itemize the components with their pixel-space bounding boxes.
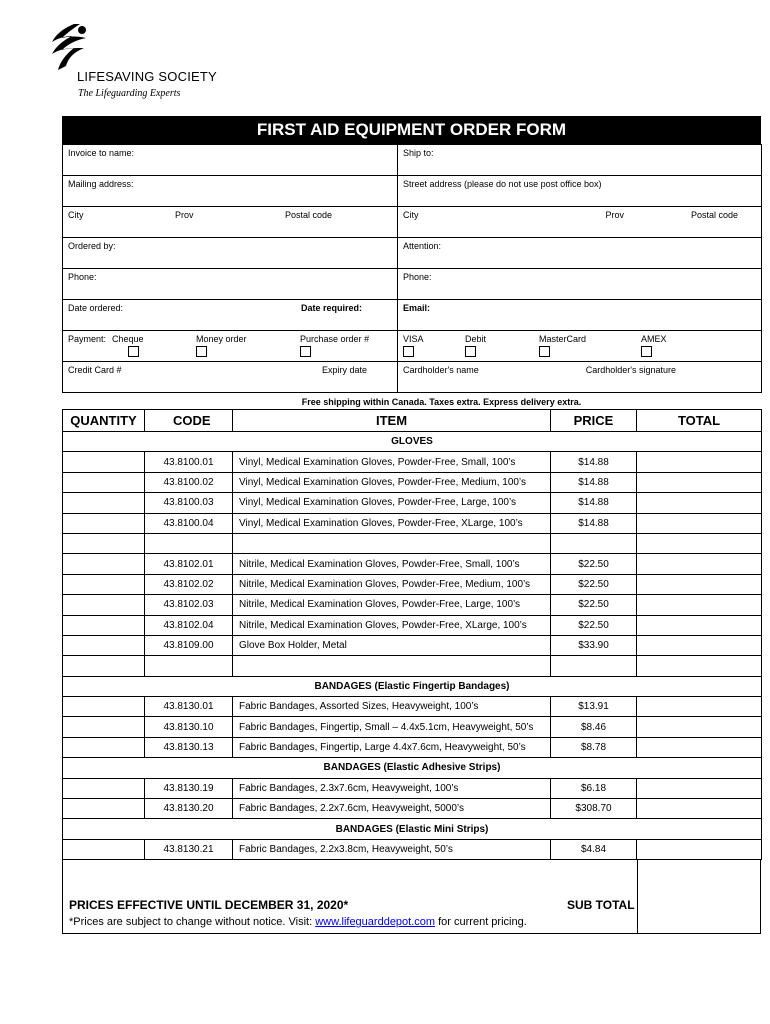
total-cell[interactable]: [637, 493, 762, 513]
item-cell: Nitrile, Medical Examination Gloves, Powder-Free, Medium, 100’s: [233, 574, 551, 594]
price-cell: $33.90: [551, 635, 637, 655]
blank-cell: [637, 533, 762, 553]
invoice-name-field[interactable]: [63, 145, 398, 176]
disclaimer-suffix: for current pricing.: [435, 916, 527, 929]
date-ordered-label: Date ordered:: [68, 303, 124, 313]
lifesaving-logo: [44, 22, 244, 107]
items-body: [63, 432, 762, 860]
purchase-order-option[interactable]: [300, 334, 369, 357]
section-heading: GLOVES: [63, 432, 762, 452]
lifeguard-depot-link[interactable]: www.lifeguarddepot.com: [315, 916, 436, 929]
visa-checkbox[interactable]: [403, 346, 414, 357]
expiry-date-label: Expiry date: [321, 365, 367, 375]
quantity-cell[interactable]: [63, 717, 145, 737]
date-field[interactable]: [63, 300, 398, 331]
quantity-cell[interactable]: [63, 472, 145, 492]
shipping-phone-field[interactable]: [398, 269, 762, 300]
disclaimer-text: *Prices are subject to change without notice. Visit:: [69, 916, 316, 929]
ship-to-field[interactable]: [398, 145, 762, 176]
billing-city-field[interactable]: [63, 207, 398, 238]
attention-field[interactable]: [398, 238, 762, 269]
blank-cell: [551, 533, 637, 553]
form-title: FIRST AID EQUIPMENT ORDER FORM: [62, 116, 761, 144]
payment-label: Payment:: [68, 334, 107, 344]
visa-label: VISA: [403, 334, 424, 344]
total-cell[interactable]: [637, 615, 762, 635]
blank-cell: [637, 656, 762, 676]
section-row: [63, 432, 762, 452]
item-header: ITEM: [233, 410, 551, 432]
table-row: [63, 452, 762, 472]
price-cell: $22.50: [551, 595, 637, 615]
price-cell: $13.91: [551, 697, 637, 717]
blank-row: [63, 656, 762, 676]
subtotal-label: SUB TOTAL: [567, 898, 635, 913]
total-cell[interactable]: [637, 513, 762, 533]
item-cell: Fabric Bandages, 2.3x7.6cm, Heavyweight, 100’s: [233, 778, 551, 798]
table-row: [63, 839, 762, 859]
item-cell: Vinyl, Medical Examination Gloves, Powder-Free, XLarge, 100’s: [233, 513, 551, 533]
quantity-cell[interactable]: [63, 554, 145, 574]
purchase-order-label: Purchase order #: [300, 334, 370, 344]
email-label: Email:: [403, 303, 431, 313]
item-cell: Nitrile, Medical Examination Gloves, Powder-Free, Small, 100’s: [233, 554, 551, 574]
table-row: [63, 574, 762, 594]
customer-info-table: [62, 144, 762, 393]
postal-code-label: Postal code: [690, 210, 738, 220]
price-header: PRICE: [551, 410, 637, 432]
prov-label: Prov: [605, 210, 624, 220]
price-cell: $4.84: [551, 839, 637, 859]
price-cell: $14.88: [551, 493, 637, 513]
price-cell: $14.88: [551, 472, 637, 492]
amex-option[interactable]: [641, 334, 667, 357]
item-cell: Vinyl, Medical Examination Gloves, Powder-Free, Medium, 100’s: [233, 472, 551, 492]
price-cell: $6.18: [551, 778, 637, 798]
price-cell: $8.78: [551, 737, 637, 757]
quantity-cell[interactable]: [63, 635, 145, 655]
total-cell[interactable]: [637, 595, 762, 615]
total-cell[interactable]: [637, 472, 762, 492]
prov-label: Prov: [174, 210, 194, 220]
visa-option[interactable]: [403, 334, 465, 357]
item-cell: Glove Box Holder, Metal: [233, 635, 551, 655]
table-row: [63, 697, 762, 717]
blank-cell: [233, 656, 551, 676]
table-row: [63, 717, 762, 737]
price-cell: $22.50: [551, 615, 637, 635]
debit-label: Debit: [465, 334, 487, 344]
money-order-label: Money order: [196, 334, 247, 344]
purchase-order-checkbox[interactable]: [300, 346, 311, 357]
payment-field: [63, 331, 398, 362]
mailing-address-field[interactable]: [63, 176, 398, 207]
code-cell: 43.8100.03: [145, 493, 233, 513]
section-row: [63, 819, 762, 839]
phone-label: Phone:: [68, 272, 97, 282]
price-disclaimer: [69, 916, 527, 928]
table-row: [63, 554, 762, 574]
ship-to-label: Ship to:: [403, 148, 434, 158]
quantity-cell[interactable]: [63, 697, 145, 717]
total-cell[interactable]: [637, 452, 762, 472]
blank-cell: [63, 533, 145, 553]
code-cell: 43.8100.04: [145, 513, 233, 533]
quantity-cell[interactable]: [63, 799, 145, 819]
postal-code-label: Postal code: [284, 210, 332, 220]
shipping-city-field[interactable]: [398, 207, 762, 238]
total-cell[interactable]: [637, 717, 762, 737]
total-cell[interactable]: [637, 737, 762, 757]
order-form: [62, 116, 761, 934]
code-cell: 43.8130.20: [145, 799, 233, 819]
table-row: [63, 493, 762, 513]
blank-cell: [63, 656, 145, 676]
total-cell[interactable]: [637, 839, 762, 859]
shipping-note: Free shipping within Canada. Taxes extra. Express delivery extra.: [301, 397, 582, 407]
credit-card-field[interactable]: [63, 362, 398, 393]
quantity-cell[interactable]: [63, 493, 145, 513]
date-required-label: Date required:: [300, 303, 362, 313]
price-cell: $14.88: [551, 513, 637, 533]
code-cell: 43.8102.04: [145, 615, 233, 635]
cardholder-name-label: Cardholder's name: [403, 365, 479, 375]
table-row: [63, 799, 762, 819]
code-header: CODE: [145, 410, 233, 432]
money-order-checkbox[interactable]: [196, 346, 207, 357]
item-cell: Fabric Bandages, 2.2x3.8cm, Heavyweight, 50’s: [233, 839, 551, 859]
total-cell[interactable]: [637, 635, 762, 655]
total-header: TOTAL: [637, 410, 762, 432]
section-heading: BANDAGES (Elastic Mini Strips): [63, 819, 762, 839]
code-cell: 43.8130.10: [145, 717, 233, 737]
card-type-field: [398, 331, 762, 362]
email-field[interactable]: [398, 300, 762, 331]
price-cell: $308.70: [551, 799, 637, 819]
ordered-by-label: Ordered by:: [68, 241, 116, 251]
section-heading: BANDAGES (Elastic Adhesive Strips): [63, 758, 762, 778]
item-cell: Nitrile, Medical Examination Gloves, Powder-Free, XLarge, 100’s: [233, 615, 551, 635]
blank-cell: [145, 533, 233, 553]
quantity-cell[interactable]: [63, 778, 145, 798]
item-cell: Vinyl, Medical Examination Gloves, Powder-Free, Large, 100’s: [233, 493, 551, 513]
price-cell: $22.50: [551, 554, 637, 574]
cheque-option[interactable]: [112, 334, 196, 357]
prices-effective: PRICES EFFECTIVE UNTIL DECEMBER 31, 2020*: [69, 898, 349, 913]
phone-label: Phone:: [403, 272, 432, 282]
code-cell: 43.8130.01: [145, 697, 233, 717]
code-cell: 43.8102.02: [145, 574, 233, 594]
order-footer: [62, 860, 761, 934]
mastercard-option[interactable]: [539, 334, 641, 357]
credit-card-label: Credit Card #: [68, 365, 122, 375]
debit-checkbox[interactable]: [465, 346, 476, 357]
blank-row: [63, 533, 762, 553]
item-cell: Fabric Bandages, 2.2x7.6cm, Heavyweight, 5000’s: [233, 799, 551, 819]
billing-phone-field[interactable]: [63, 269, 398, 300]
total-cell[interactable]: [637, 778, 762, 798]
price-cell: $22.50: [551, 574, 637, 594]
org-name: LIFESAVING SOCIETY: [77, 69, 217, 84]
invoice-name-label: Invoice to name:: [68, 148, 135, 158]
mastercard-label: MasterCard: [539, 334, 587, 344]
blank-cell: [551, 656, 637, 676]
org-tagline: The Lifeguarding Experts: [78, 88, 181, 99]
quantity-cell[interactable]: [63, 615, 145, 635]
street-address-label: Street address (please do not use post office box): [403, 179, 602, 189]
footer-divider: [637, 860, 638, 933]
item-cell: Fabric Bandages, Fingertip, Small – 4.4x5.1cm, Heavyweight, 50’s: [233, 717, 551, 737]
mastercard-checkbox[interactable]: [539, 346, 550, 357]
table-row: [63, 513, 762, 533]
section-row: [63, 758, 762, 778]
items-table: [62, 409, 762, 860]
attention-label: Attention:: [403, 241, 442, 251]
debit-option[interactable]: [465, 334, 539, 357]
city-label: City: [68, 210, 84, 220]
code-cell: 43.8100.01: [145, 452, 233, 472]
code-cell: 43.8130.13: [145, 737, 233, 757]
quantity-cell[interactable]: [63, 574, 145, 594]
quantity-cell[interactable]: [63, 839, 145, 859]
table-row: [63, 778, 762, 798]
money-order-option[interactable]: [196, 334, 300, 357]
item-cell: Fabric Bandages, Assorted Sizes, Heavyweight, 100’s: [233, 697, 551, 717]
table-row: [63, 595, 762, 615]
code-cell: 43.8130.21: [145, 839, 233, 859]
cardholder-field[interactable]: [398, 362, 762, 393]
cheque-checkbox[interactable]: [128, 346, 139, 357]
quantity-cell[interactable]: [63, 452, 145, 472]
item-cell: Vinyl, Medical Examination Gloves, Powder-Free, Small, 100’s: [233, 452, 551, 472]
quantity-cell[interactable]: [63, 595, 145, 615]
price-cell: $14.88: [551, 452, 637, 472]
amex-label: AMEX: [641, 334, 667, 344]
price-cell: $8.46: [551, 717, 637, 737]
code-cell: 43.8102.01: [145, 554, 233, 574]
section-heading: BANDAGES (Elastic Fingertip Bandages): [63, 676, 762, 696]
table-row: [63, 635, 762, 655]
total-cell[interactable]: [637, 554, 762, 574]
quantity-cell[interactable]: [63, 513, 145, 533]
code-cell: 43.8102.03: [145, 595, 233, 615]
table-row: [63, 737, 762, 757]
code-cell: 43.8130.19: [145, 778, 233, 798]
table-row: [63, 615, 762, 635]
quantity-cell[interactable]: [63, 737, 145, 757]
mailing-address-label: Mailing address:: [68, 179, 134, 189]
cardholder-signature-label: Cardholder's signature: [585, 365, 676, 375]
code-cell: 43.8100.02: [145, 472, 233, 492]
total-cell[interactable]: [637, 799, 762, 819]
item-cell: Nitrile, Medical Examination Gloves, Powder-Free, Large, 100’s: [233, 595, 551, 615]
city-label: City: [403, 210, 419, 220]
street-address-field[interactable]: [398, 176, 762, 207]
blank-cell: [233, 533, 551, 553]
cheque-label: Cheque: [112, 334, 144, 344]
total-cell[interactable]: [637, 574, 762, 594]
ordered-by-field[interactable]: [63, 238, 398, 269]
table-row: [63, 472, 762, 492]
item-cell: Fabric Bandages, Fingertip, Large 4.4x7.6cm, Heavyweight, 50’s: [233, 737, 551, 757]
amex-checkbox[interactable]: [641, 346, 652, 357]
total-cell[interactable]: [637, 697, 762, 717]
quantity-header: QUANTITY: [63, 410, 145, 432]
section-row: [63, 676, 762, 696]
blank-cell: [145, 656, 233, 676]
code-cell: 43.8109.00: [145, 635, 233, 655]
